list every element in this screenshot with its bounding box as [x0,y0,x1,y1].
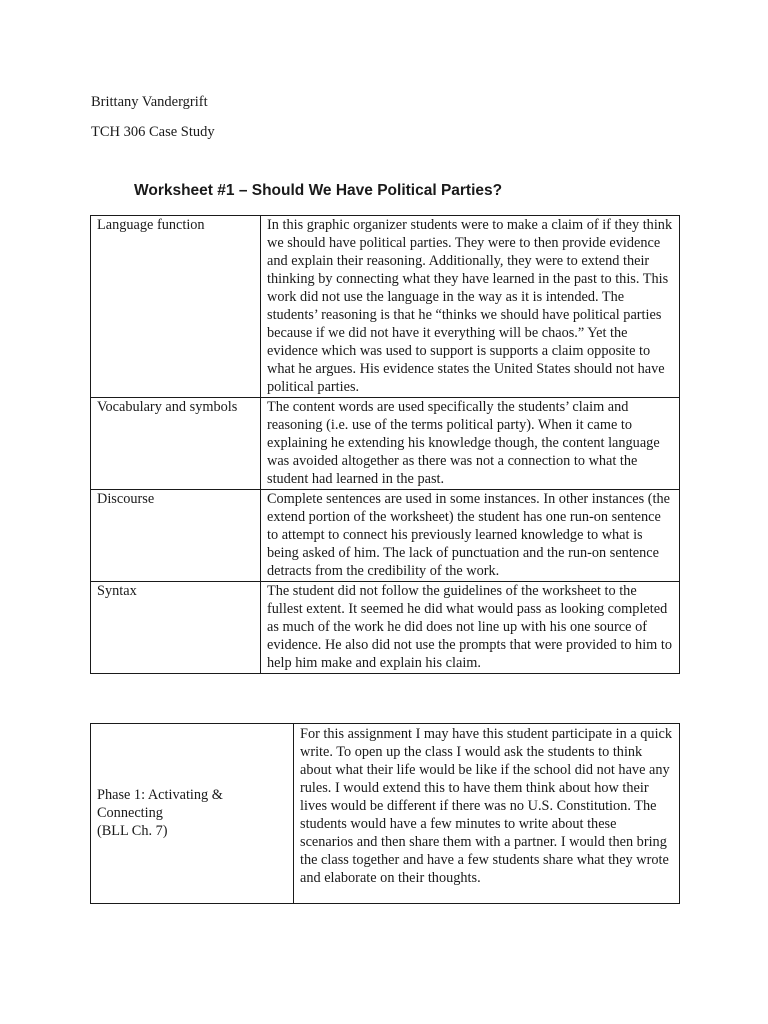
row-label-language-function: Language function [91,216,261,398]
row-label-syntax: Syntax [91,582,261,674]
table-row [91,724,680,904]
phase-label-line: Phase 1: Activating & [97,787,223,803]
worksheet-title: Worksheet #1 – Should We Have Political Parties? [134,182,503,199]
row-text-discourse: Complete sentences are used in some instances. In other instances (the extend portion of the worksheet) the student has one run-on sentence to attempt to connect his previously learned knowledge to what is being asked of him. The lack of punctuation and the run-on sentence detracts from the credibility of the work. [261,490,680,582]
row-text-vocabulary-and-symbols: The content words are used specifically the students’ claim and reasoning (i.e. use of the terms political party). When it came to explaining he extending his knowledge though, the content language was avoided altogether as there was not a connection to what the student had learned in the past. [261,398,680,490]
row-text-syntax: The student did not follow the guidelines of the worksheet to the fullest extent. It seemed he did what would pass as looking completed as much of the work he did does not line up with his one source of evidence. He also did not use the prompts that were provided to him to help him make and explain his claim. [261,582,680,674]
table-row [91,216,680,398]
course-title: TCH 306 Case Study [91,124,215,140]
phase-label-cell [91,724,294,904]
phase-label-line: Connecting [97,805,163,821]
phase-text-cell: For this assignment I may have this student participate in a quick write. To open up the class I would ask the students to think about what their life would be like if the school did not have any rules. I would extend this to have them think about how their lives would be different if there was no U.S. Constitution. The students would have a few minutes to write about these scenarios and then share them with a partner. I would then bring the class together and have a few students share what they wrote and elaborate on their thoughts. [294,724,680,904]
row-text-language-function: In this graphic organizer students were to make a claim of if they think we should have political parties. They were to then provide evidence and explain their reasoning. Additionally, they were to extend their thinking by connecting what they have learned in the past to this. This work did not use the language in the way as it is intended. The students’ reasoning is that he “thinks we should have political parties because if we did not have it everything will be chaos.” Yet the evidence which was used to support is supports a claim opposite to what he argues. His evidence states the United States should not have political parties. [261,216,680,398]
row-label-vocabulary-and-symbols: Vocabulary and symbols [91,398,261,490]
phase-table [90,723,680,904]
phase-label-line: (BLL Ch. 7) [97,823,168,839]
table-row [91,582,680,674]
table-row [91,490,680,582]
language-analysis-table [90,215,680,674]
row-label-discourse: Discourse [91,490,261,582]
author-name: Brittany Vandergrift [91,94,208,110]
table-row [91,398,680,490]
